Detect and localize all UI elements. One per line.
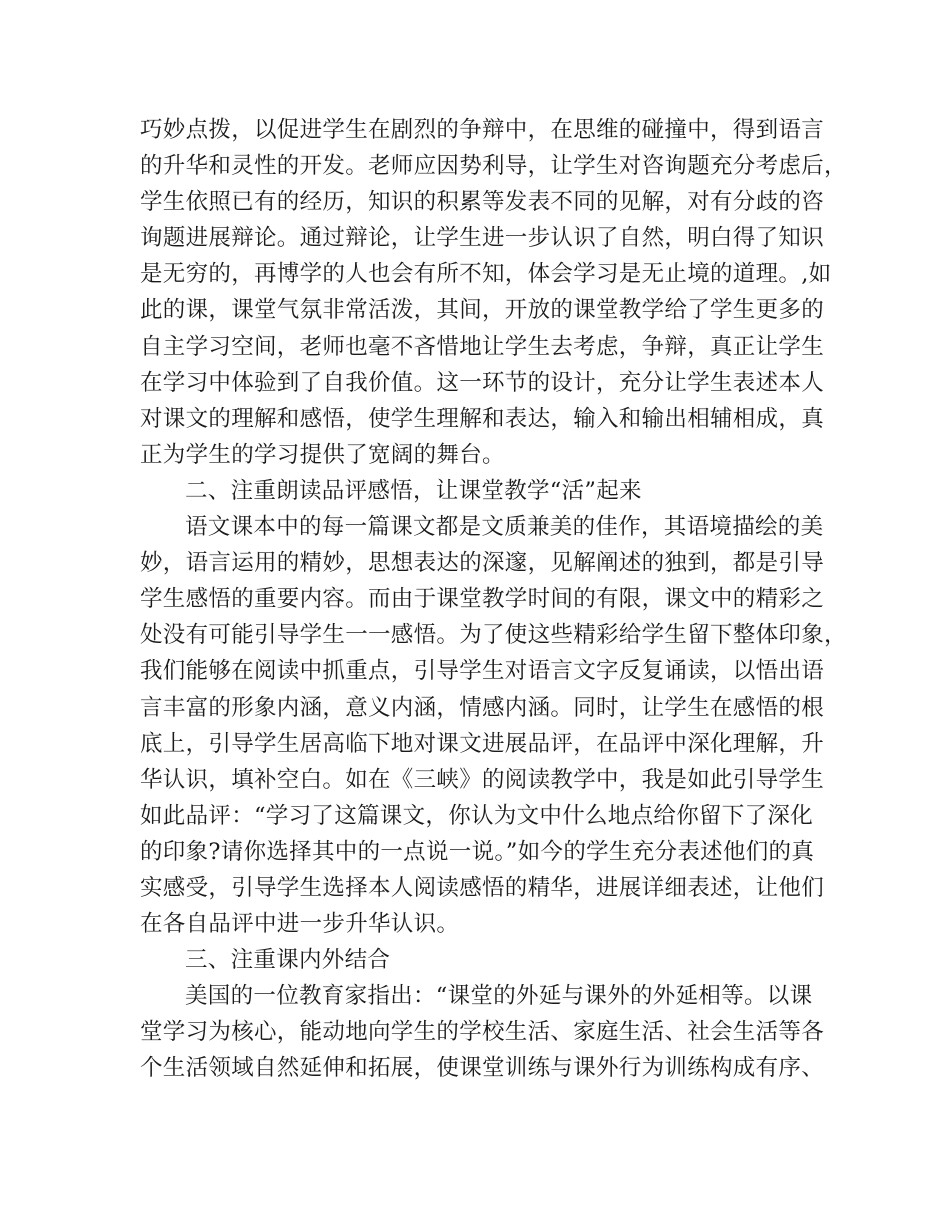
- text-line: 对课文的理解和感悟，使学生理解和表达，输入和输出相辅相成，真: [140, 405, 825, 432]
- section-heading: 二、注重朗读品评感悟，让课堂教学“活”起来: [185, 477, 642, 504]
- text-line: 此的课，课堂气氛非常活泼，其间，开放的课堂教学给了学生更多的: [140, 297, 825, 324]
- text-line: 个生活领域自然延伸和拓展，使课堂训练与课外行为训练构成有序、: [140, 1055, 825, 1082]
- text-line: 学生感悟的重要内容。而由于课堂教学时间的有限，课文中的精彩之: [140, 586, 825, 613]
- text-line: 处没有可能引导学生一一感悟。为了使这些精彩给学生留下整体印象，: [140, 622, 847, 649]
- text-line: 的升华和灵性的开发。老师应因势利导，让学生对咨询题充分考虑后，: [140, 153, 847, 180]
- text-line: 自主学习空间，老师也毫不吝惜地让学生去考虑，争辩，真正让学生: [140, 333, 825, 360]
- text-line: 华认识，填补空白。如在《三峡》的阅读教学中，我是如此引导学生: [140, 766, 825, 793]
- text-line: 我们能够在阅读中抓重点，引导学生对语言文字反复诵读，以悟出语: [140, 658, 825, 685]
- text-line: 在学习中体验到了自我价值。这一环节的设计，充分让学生表述本人: [140, 369, 825, 396]
- text-line: 妙，语言运用的精妙，思想表达的深邃，见解阐述的独到，都是引导: [140, 550, 825, 577]
- document-page: [140, 112, 847, 1087]
- paragraph-start: 美国的一位教育家指出：“课堂的外延与课外的外延相等。以课: [185, 983, 813, 1010]
- section-heading: 三、注重课内外结合: [185, 947, 391, 974]
- text-line: 在各自品评中进一步升华认识。: [140, 911, 460, 938]
- text-line: 底上，引导学生居高临下地对课文进展品评，在品评中深化理解，升: [140, 730, 825, 757]
- text-line: 是无穷的，再博学的人也会有所不知，体会学习是无止境的道理。,如: [140, 261, 832, 288]
- text-line: 言丰富的形象内涵，意义内涵，情感内涵。同时，让学生在感悟的根: [140, 694, 825, 721]
- text-line: 巧妙点拨，以促进学生在剧烈的争辩中，在思维的碰撞中，得到语言: [140, 117, 825, 143]
- paragraph-start: 语文课本中的每一篇课文都是文质兼美的佳作，其语境描绘的美: [185, 514, 824, 541]
- text-line: 的印象?请你选择其中的一点说一说。”如今的学生充分表述他们的真: [140, 838, 815, 865]
- text-line: 学生依照已有的经历，知识的积累等发表不同的见解，对有分歧的咨: [140, 189, 825, 216]
- text-line: 正为学生的学习提供了宽阔的舞台。: [140, 441, 505, 468]
- text-line: 堂学习为核心，能动地向学生的学校生活、家庭生活、社会生活等各: [140, 1019, 825, 1046]
- text-line: 实感受，引导学生选择本人阅读感悟的精华，进展详细表述，让他们: [140, 874, 825, 901]
- text-line: 如此品评：“学习了这篇课文，你认为文中什么地点给你留下了深化: [140, 802, 814, 829]
- text-line: 询题进展辩论。通过辩论，让学生进一步认识了自然，明白得了知识: [140, 225, 825, 252]
